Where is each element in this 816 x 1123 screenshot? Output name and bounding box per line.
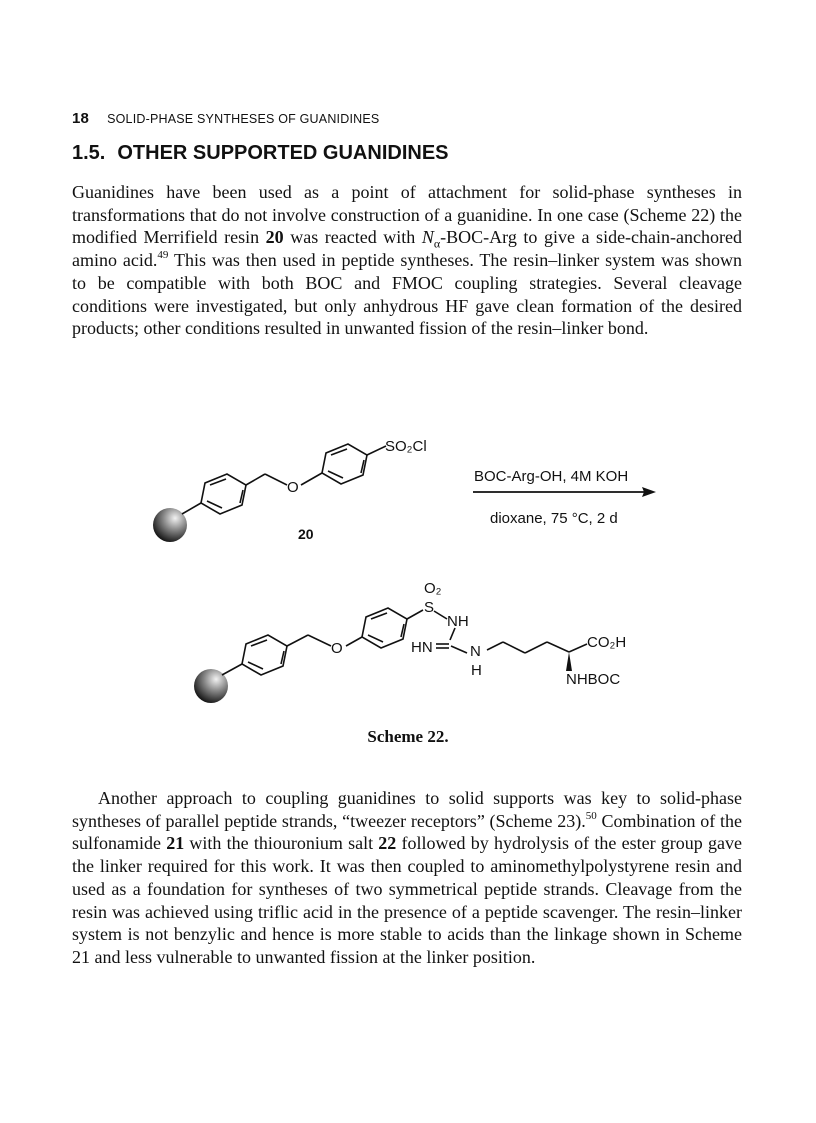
reagent-conditions-top: BOC-Arg-OH, 4M KOH — [474, 468, 629, 485]
carboxylic-acid-group: CO₂H — [587, 634, 627, 651]
running-head-title: SOLID-PHASE SYNTHESES OF GUANIDINES — [107, 112, 380, 126]
paragraph-2 — [72, 787, 742, 969]
sulfonyl-chloride-group: SO₂Cl — [385, 438, 427, 455]
section-heading — [72, 142, 449, 165]
reaction-arrow — [473, 487, 656, 497]
paragraph-2-text-c: with the thiouronium salt — [184, 833, 379, 854]
paragraph-1-text-b: was reacted with — [283, 227, 422, 248]
wedge-bond-icon — [566, 652, 572, 671]
paragraph-1-text-c: -BOC-Arg to give a side-chain-anchored amino acid. — [72, 227, 742, 271]
resin-bead-icon — [153, 508, 187, 542]
reagent-conditions-bottom: dioxane, 75 °C, 2 d — [490, 510, 618, 527]
guanidine-hn: HN — [411, 639, 433, 656]
guanidine-n: N — [470, 643, 481, 660]
product-ether-oxygen: O — [331, 640, 343, 657]
nhboc-group: NHBOC — [566, 671, 621, 688]
page-number: 18 — [72, 110, 90, 127]
paragraph-2-text-d: followed by hydrolysis of the ester group gave the linker required for this work. It was then coupled to aminomethylpolystyrene resin and used as a foundation for syntheses of two symmetrical peptide strands. Cleavage from the resin was achieved using triflic acid in the presence of a peptide scavenger. The resin–linker system is not benzylic and hence is more stable to acids than the linkage shown in Scheme 21 and less vulnerable to unwanted fission at the linker position. — [72, 833, 742, 967]
citation-49: 49 — [157, 249, 169, 262]
reactant-20 — [153, 444, 386, 542]
compound-ref-22: 22 — [378, 833, 397, 854]
alpha-subscript: α — [433, 237, 441, 251]
scheme-22-figure — [0, 400, 816, 720]
guanidine-h: H — [471, 662, 482, 679]
section-number: 1.5. — [72, 142, 106, 164]
sulfonamide-nh: NH — [447, 613, 469, 630]
sulfonyl-o2: O₂ — [424, 580, 442, 597]
ether-oxygen: O — [287, 479, 299, 496]
paragraph-2-text-a: Another approach to coupling guanidines to solid supports was key to solid-phase syntheses of parallel peptide strands, “tweezer receptors” (Scheme 23). — [72, 788, 742, 831]
paragraph-1-text-d: This was then used in peptide syntheses. The resin–linker system was shown to be compatible with both BOC and FMOC coupling strategies. Several cleavage conditions were investigated, but only anhydrous HF gave clean formation of the desired products; other conditions resulted in unwanted fission of the resin–linker bond. — [72, 250, 742, 339]
compound-label-20: 20 — [298, 526, 314, 542]
n-alpha-symbol: N — [421, 227, 434, 248]
section-title: OTHER SUPPORTED GUANIDINES — [117, 142, 449, 164]
compound-ref-20: 20 — [265, 227, 284, 248]
paragraph-1 — [72, 181, 742, 340]
product-structure — [194, 608, 587, 703]
paragraph-2-text-b: Combination of the sulfonamide — [72, 810, 742, 854]
compound-ref-21: 21 — [166, 833, 185, 854]
running-head — [72, 110, 379, 127]
paragraph-1-text-a: Guanidines have been used as a point of attachment for solid-phase syntheses in transformations that do not involve construction of a guanidine. In one case (Scheme 22) the modified Merrifield resin — [72, 182, 742, 248]
sulfonyl-s: S — [424, 599, 435, 616]
arrow-head-icon — [642, 487, 656, 497]
citation-50: 50 — [585, 809, 597, 822]
scheme-caption: Scheme 22. — [367, 727, 449, 746]
